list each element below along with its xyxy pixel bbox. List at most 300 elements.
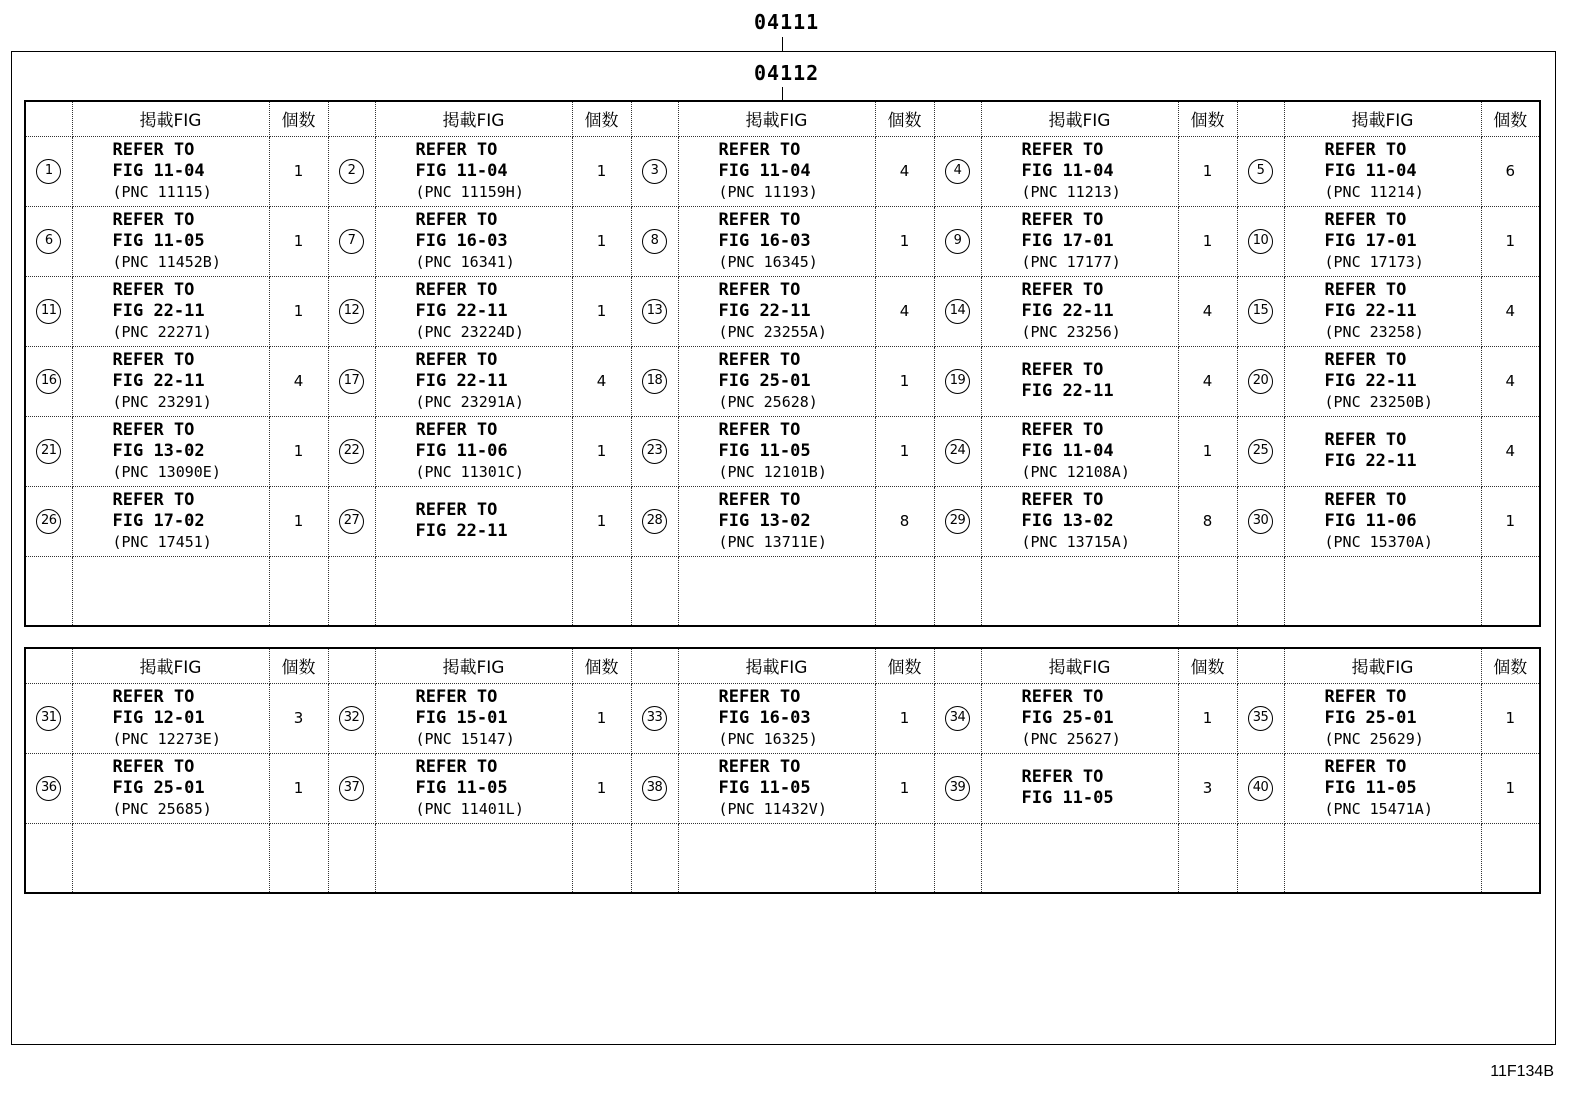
fig-number-text: FIG 11-05 bbox=[1021, 788, 1114, 808]
header-number-cell bbox=[1237, 101, 1284, 136]
fig-reference-cell bbox=[72, 276, 269, 346]
refer-to-text: REFER TO bbox=[415, 756, 498, 777]
fig-number-text: FIG 22-11 bbox=[415, 521, 508, 541]
pnc-text: (PNC 12273E) bbox=[112, 729, 221, 748]
quantity-cell: 1 bbox=[1481, 683, 1540, 753]
circled-item-number: 4 bbox=[945, 159, 970, 184]
fig-reference-cell bbox=[678, 753, 875, 823]
quantity-cell: 4 bbox=[875, 276, 934, 346]
empty-fig-cell bbox=[1284, 556, 1481, 626]
circled-item-number: 11 bbox=[36, 299, 61, 324]
item-number-cell bbox=[631, 486, 678, 556]
refer-to-text: REFER TO bbox=[1324, 209, 1407, 230]
circled-item-number: 40 bbox=[1248, 776, 1273, 801]
header-fig: 掲載FIG bbox=[1284, 648, 1481, 683]
refer-to-text: REFER TO bbox=[718, 349, 801, 370]
refer-to-text: REFER TO bbox=[718, 209, 801, 230]
fig-number-text: FIG 25-01 bbox=[718, 370, 811, 391]
fig-number-text: FIG 11-04 bbox=[415, 160, 508, 181]
refer-to-text: REFER TO bbox=[112, 349, 195, 370]
empty-number-cell bbox=[1237, 823, 1284, 893]
circled-item-number: 23 bbox=[642, 439, 667, 464]
fig-reference-cell bbox=[1284, 683, 1481, 753]
refer-to-text: REFER TO bbox=[415, 209, 498, 230]
quantity-cell: 1 bbox=[269, 206, 328, 276]
fig-number-text: FIG 15-01 bbox=[415, 707, 508, 728]
header-number-cell bbox=[328, 648, 375, 683]
empty-qty-cell bbox=[875, 556, 934, 626]
fig-reference-cell bbox=[72, 753, 269, 823]
quantity-cell: 1 bbox=[572, 683, 631, 753]
item-number-cell bbox=[1237, 276, 1284, 346]
fig-reference-cell bbox=[678, 416, 875, 486]
item-number-cell bbox=[328, 486, 375, 556]
item-number-cell bbox=[631, 346, 678, 416]
fig-number-text: FIG 11-05 bbox=[1324, 777, 1417, 798]
item-number-cell bbox=[631, 276, 678, 346]
item-number-cell bbox=[631, 416, 678, 486]
empty-number-cell bbox=[934, 556, 981, 626]
table-row bbox=[25, 136, 1540, 206]
fig-number-text: FIG 11-04 bbox=[1324, 160, 1417, 181]
circled-item-number: 26 bbox=[36, 509, 61, 534]
header-qty: 個数 bbox=[269, 101, 328, 136]
pnc-text: (PNC 13711E) bbox=[718, 532, 827, 551]
quantity-cell: 8 bbox=[875, 486, 934, 556]
empty-fig-cell bbox=[678, 823, 875, 893]
quantity-cell: 4 bbox=[1178, 276, 1237, 346]
fig-number-text: FIG 13-02 bbox=[1021, 510, 1114, 531]
quantity-cell: 1 bbox=[269, 416, 328, 486]
refer-to-text: REFER TO bbox=[112, 686, 195, 707]
refer-to-text: REFER TO bbox=[1021, 209, 1104, 230]
fig-number-text: FIG 17-01 bbox=[1324, 230, 1417, 251]
quantity-cell: 1 bbox=[269, 136, 328, 206]
pnc-text: (PNC 22271) bbox=[112, 322, 212, 341]
fig-reference-cell bbox=[375, 416, 572, 486]
fig-reference-cell bbox=[72, 206, 269, 276]
fig-reference-cell bbox=[375, 346, 572, 416]
quantity-cell: 1 bbox=[1178, 136, 1237, 206]
item-number-cell bbox=[25, 416, 72, 486]
item-number-cell bbox=[328, 346, 375, 416]
quantity-cell: 4 bbox=[1178, 346, 1237, 416]
circled-item-number: 19 bbox=[945, 369, 970, 394]
circled-item-number: 35 bbox=[1248, 706, 1273, 731]
quantity-cell: 1 bbox=[1481, 753, 1540, 823]
circled-item-number: 20 bbox=[1248, 369, 1273, 394]
table-row bbox=[25, 346, 1540, 416]
item-number-cell bbox=[328, 136, 375, 206]
empty-qty-cell bbox=[875, 823, 934, 893]
refer-to-text: REFER TO bbox=[112, 489, 195, 510]
quantity-cell: 1 bbox=[572, 486, 631, 556]
quantity-cell: 1 bbox=[572, 416, 631, 486]
table-header-row bbox=[25, 648, 1540, 683]
circled-item-number: 32 bbox=[339, 706, 364, 731]
fig-number-text: FIG 22-11 bbox=[1021, 381, 1114, 401]
header-qty: 個数 bbox=[875, 648, 934, 683]
item-number-cell bbox=[934, 346, 981, 416]
quantity-cell: 1 bbox=[875, 346, 934, 416]
pnc-text: (PNC 23256) bbox=[1021, 322, 1121, 341]
circled-item-number: 33 bbox=[642, 706, 667, 731]
refer-to-text: REFER TO bbox=[415, 349, 498, 370]
pnc-text: (PNC 11159H) bbox=[415, 182, 524, 201]
quantity-cell: 4 bbox=[1481, 346, 1540, 416]
pnc-text: (PNC 16325) bbox=[718, 729, 818, 748]
header-fig: 掲載FIG bbox=[375, 648, 572, 683]
empty-qty-cell bbox=[572, 556, 631, 626]
fig-number-text: FIG 22-11 bbox=[112, 370, 205, 391]
circled-item-number: 21 bbox=[36, 439, 61, 464]
refer-to-text: REFER TO bbox=[1021, 419, 1104, 440]
quantity-cell: 1 bbox=[875, 683, 934, 753]
item-number-cell bbox=[328, 276, 375, 346]
pnc-text: (PNC 15471A) bbox=[1324, 799, 1433, 818]
refer-to-text: REFER TO bbox=[718, 139, 801, 160]
circled-item-number: 1 bbox=[36, 159, 61, 184]
fig-number-text: FIG 11-05 bbox=[112, 230, 205, 251]
circled-item-number: 37 bbox=[339, 776, 364, 801]
fig-number-text: FIG 13-02 bbox=[718, 510, 811, 531]
header-qty: 個数 bbox=[1178, 101, 1237, 136]
fig-number-text: FIG 11-04 bbox=[1021, 440, 1114, 461]
empty-number-cell bbox=[328, 556, 375, 626]
fig-number-text: FIG 16-03 bbox=[718, 230, 811, 251]
header-number-cell bbox=[1237, 648, 1284, 683]
fig-number-text: FIG 22-11 bbox=[718, 300, 811, 321]
empty-fig-cell bbox=[981, 823, 1178, 893]
figure-code: 11F134B bbox=[1490, 1063, 1554, 1080]
refer-to-text: REFER TO bbox=[415, 500, 498, 520]
fig-number-text: FIG 22-11 bbox=[1324, 451, 1417, 471]
refer-to-text: REFER TO bbox=[112, 419, 195, 440]
fig-number-text: FIG 25-01 bbox=[1324, 707, 1417, 728]
fig-reference-cell bbox=[1284, 416, 1481, 486]
refer-to-text: REFER TO bbox=[1021, 139, 1104, 160]
item-number-cell bbox=[328, 683, 375, 753]
quantity-cell: 1 bbox=[269, 276, 328, 346]
header-number-cell bbox=[25, 101, 72, 136]
header-fig: 掲載FIG bbox=[375, 101, 572, 136]
pnc-text: (PNC 11452B) bbox=[112, 252, 221, 271]
header-qty: 個数 bbox=[572, 648, 631, 683]
refer-to-text: REFER TO bbox=[112, 209, 195, 230]
pnc-text: (PNC 25628) bbox=[718, 392, 818, 411]
circled-item-number: 7 bbox=[339, 229, 364, 254]
fig-number-text: FIG 25-01 bbox=[1021, 707, 1114, 728]
empty-qty-cell bbox=[1481, 556, 1540, 626]
fig-reference-cell bbox=[375, 276, 572, 346]
circled-item-number: 18 bbox=[642, 369, 667, 394]
empty-fig-cell bbox=[72, 556, 269, 626]
item-number-cell bbox=[934, 753, 981, 823]
fig-reference-cell bbox=[1284, 486, 1481, 556]
refer-to-text: REFER TO bbox=[718, 489, 801, 510]
quantity-cell: 1 bbox=[1178, 206, 1237, 276]
item-number-cell bbox=[934, 136, 981, 206]
fig-reference-cell bbox=[678, 276, 875, 346]
fig-reference-cell bbox=[678, 683, 875, 753]
header-fig: 掲載FIG bbox=[678, 101, 875, 136]
empty-fig-cell bbox=[375, 556, 572, 626]
empty-number-cell bbox=[631, 556, 678, 626]
pnc-text: (PNC 23291A) bbox=[415, 392, 524, 411]
fig-reference-cell bbox=[981, 753, 1178, 823]
quantity-cell: 3 bbox=[269, 683, 328, 753]
circled-item-number: 5 bbox=[1248, 159, 1273, 184]
table-row bbox=[25, 683, 1540, 753]
item-number-cell bbox=[25, 136, 72, 206]
quantity-cell: 1 bbox=[1178, 416, 1237, 486]
item-number-cell bbox=[25, 206, 72, 276]
item-number-cell bbox=[934, 206, 981, 276]
pnc-text: (PNC 23291) bbox=[112, 392, 212, 411]
refer-to-text: REFER TO bbox=[718, 686, 801, 707]
refer-to-text: REFER TO bbox=[415, 139, 498, 160]
fig-number-text: FIG 11-04 bbox=[1021, 160, 1114, 181]
inner-assembly-code: 04112 bbox=[754, 61, 820, 85]
empty-qty-cell bbox=[1178, 556, 1237, 626]
fig-reference-cell bbox=[375, 136, 572, 206]
header-fig: 掲載FIG bbox=[981, 101, 1178, 136]
circled-item-number: 24 bbox=[945, 439, 970, 464]
quantity-cell: 4 bbox=[875, 136, 934, 206]
fig-reference-cell bbox=[1284, 276, 1481, 346]
header-number-cell bbox=[25, 648, 72, 683]
header-number-cell bbox=[328, 101, 375, 136]
fig-number-text: FIG 22-11 bbox=[415, 300, 508, 321]
circled-item-number: 38 bbox=[642, 776, 667, 801]
pnc-text: (PNC 16341) bbox=[415, 252, 515, 271]
circled-item-number: 2 bbox=[339, 159, 364, 184]
refer-to-text: REFER TO bbox=[1324, 279, 1407, 300]
fig-number-text: FIG 22-11 bbox=[1021, 300, 1114, 321]
fig-reference-cell bbox=[981, 276, 1178, 346]
empty-qty-cell bbox=[1178, 823, 1237, 893]
fig-number-text: FIG 11-05 bbox=[718, 440, 811, 461]
refer-to-text: REFER TO bbox=[112, 756, 195, 777]
item-number-cell bbox=[631, 753, 678, 823]
fig-number-text: FIG 17-02 bbox=[112, 510, 205, 531]
pnc-text: (PNC 15147) bbox=[415, 729, 515, 748]
fig-reference-cell bbox=[678, 136, 875, 206]
pnc-text: (PNC 17173) bbox=[1324, 252, 1424, 271]
quantity-cell: 1 bbox=[1178, 683, 1237, 753]
fig-reference-cell bbox=[1284, 753, 1481, 823]
refer-to-text: REFER TO bbox=[1324, 430, 1407, 450]
empty-fig-cell bbox=[678, 556, 875, 626]
circled-item-number: 30 bbox=[1248, 509, 1273, 534]
circled-item-number: 29 bbox=[945, 509, 970, 534]
empty-qty-cell bbox=[1481, 823, 1540, 893]
quantity-cell: 1 bbox=[572, 753, 631, 823]
pnc-text: (PNC 11213) bbox=[1021, 182, 1121, 201]
item-number-cell bbox=[934, 486, 981, 556]
header-number-cell bbox=[631, 648, 678, 683]
fig-reference-cell bbox=[981, 206, 1178, 276]
quantity-cell: 1 bbox=[572, 136, 631, 206]
pnc-text: (PNC 13090E) bbox=[112, 462, 221, 481]
empty-number-cell bbox=[25, 556, 72, 626]
pnc-text: (PNC 17177) bbox=[1021, 252, 1121, 271]
outer-code-leader-line bbox=[782, 37, 783, 51]
circled-item-number: 6 bbox=[36, 229, 61, 254]
item-number-cell bbox=[1237, 486, 1284, 556]
empty-number-cell bbox=[631, 823, 678, 893]
fig-reference-cell bbox=[981, 683, 1178, 753]
refer-to-text: REFER TO bbox=[1324, 756, 1407, 777]
quantity-cell: 4 bbox=[1481, 416, 1540, 486]
quantity-cell: 1 bbox=[875, 753, 934, 823]
quantity-cell: 6 bbox=[1481, 136, 1540, 206]
fig-reference-cell bbox=[678, 346, 875, 416]
circled-item-number: 34 bbox=[945, 706, 970, 731]
empty-qty-cell bbox=[269, 823, 328, 893]
empty-fig-cell bbox=[981, 556, 1178, 626]
refer-to-text: REFER TO bbox=[718, 756, 801, 777]
item-number-cell bbox=[25, 753, 72, 823]
table-row bbox=[25, 753, 1540, 823]
header-qty: 個数 bbox=[1481, 101, 1540, 136]
empty-number-cell bbox=[25, 823, 72, 893]
fig-reference-cell bbox=[678, 206, 875, 276]
header-qty: 個数 bbox=[1481, 648, 1540, 683]
item-number-cell bbox=[328, 416, 375, 486]
fig-reference-cell bbox=[72, 346, 269, 416]
fig-reference-cell bbox=[981, 416, 1178, 486]
quantity-cell: 4 bbox=[1481, 276, 1540, 346]
fig-number-text: FIG 22-11 bbox=[112, 300, 205, 321]
parts-reference-table-2 bbox=[24, 647, 1541, 894]
item-number-cell bbox=[631, 683, 678, 753]
fig-number-text: FIG 13-02 bbox=[112, 440, 205, 461]
quantity-cell: 1 bbox=[1481, 206, 1540, 276]
circled-item-number: 12 bbox=[339, 299, 364, 324]
header-number-cell bbox=[631, 101, 678, 136]
circled-item-number: 3 bbox=[642, 159, 667, 184]
quantity-cell: 4 bbox=[572, 346, 631, 416]
pnc-text: (PNC 11115) bbox=[112, 182, 212, 201]
item-number-cell bbox=[934, 416, 981, 486]
fig-number-text: FIG 11-05 bbox=[718, 777, 811, 798]
fig-number-text: FIG 22-11 bbox=[1324, 300, 1417, 321]
header-number-cell bbox=[934, 101, 981, 136]
fig-reference-cell bbox=[678, 486, 875, 556]
refer-to-text: REFER TO bbox=[1021, 360, 1104, 380]
refer-to-text: REFER TO bbox=[112, 139, 195, 160]
quantity-cell: 1 bbox=[269, 753, 328, 823]
refer-to-text: REFER TO bbox=[718, 419, 801, 440]
empty-table-row bbox=[25, 556, 1540, 626]
header-fig: 掲載FIG bbox=[72, 648, 269, 683]
empty-qty-cell bbox=[572, 823, 631, 893]
quantity-cell: 1 bbox=[875, 416, 934, 486]
pnc-text: (PNC 23250B) bbox=[1324, 392, 1433, 411]
fig-number-text: FIG 16-03 bbox=[718, 707, 811, 728]
item-number-cell bbox=[328, 753, 375, 823]
pnc-text: (PNC 15370A) bbox=[1324, 532, 1433, 551]
quantity-cell: 1 bbox=[572, 276, 631, 346]
empty-number-cell bbox=[328, 823, 375, 893]
parts-reference-table-1 bbox=[24, 100, 1541, 627]
table-row bbox=[25, 486, 1540, 556]
refer-to-text: REFER TO bbox=[415, 686, 498, 707]
refer-to-text: REFER TO bbox=[1324, 349, 1407, 370]
pnc-text: (PNC 25629) bbox=[1324, 729, 1424, 748]
circled-item-number: 13 bbox=[642, 299, 667, 324]
fig-reference-cell bbox=[981, 346, 1178, 416]
fig-reference-cell bbox=[981, 486, 1178, 556]
quantity-cell: 3 bbox=[1178, 753, 1237, 823]
empty-fig-cell bbox=[72, 823, 269, 893]
fig-reference-cell bbox=[72, 416, 269, 486]
refer-to-text: REFER TO bbox=[112, 279, 195, 300]
header-qty: 個数 bbox=[572, 101, 631, 136]
pnc-text: (PNC 13715A) bbox=[1021, 532, 1130, 551]
circled-item-number: 15 bbox=[1248, 299, 1273, 324]
refer-to-text: REFER TO bbox=[1324, 139, 1407, 160]
circled-item-number: 10 bbox=[1248, 229, 1273, 254]
fig-reference-cell bbox=[375, 486, 572, 556]
item-number-cell bbox=[1237, 683, 1284, 753]
pnc-text: (PNC 11214) bbox=[1324, 182, 1424, 201]
item-number-cell bbox=[25, 346, 72, 416]
fig-reference-cell bbox=[72, 136, 269, 206]
refer-to-text: REFER TO bbox=[1021, 767, 1104, 787]
circled-item-number: 22 bbox=[339, 439, 364, 464]
quantity-cell: 4 bbox=[269, 346, 328, 416]
item-number-cell bbox=[631, 206, 678, 276]
circled-item-number: 14 bbox=[945, 299, 970, 324]
quantity-cell: 1 bbox=[1481, 486, 1540, 556]
refer-to-text: REFER TO bbox=[1021, 279, 1104, 300]
pnc-text: (PNC 11301C) bbox=[415, 462, 524, 481]
empty-table-row bbox=[25, 823, 1540, 893]
pnc-text: (PNC 12101B) bbox=[718, 462, 827, 481]
item-number-cell bbox=[1237, 753, 1284, 823]
empty-number-cell bbox=[934, 823, 981, 893]
header-qty: 個数 bbox=[875, 101, 934, 136]
header-fig: 掲載FIG bbox=[981, 648, 1178, 683]
circled-item-number: 17 bbox=[339, 369, 364, 394]
refer-to-text: REFER TO bbox=[718, 279, 801, 300]
refer-to-text: REFER TO bbox=[1021, 489, 1104, 510]
table-header-row bbox=[25, 101, 1540, 136]
pnc-text: (PNC 25685) bbox=[112, 799, 212, 818]
pnc-text: (PNC 17451) bbox=[112, 532, 212, 551]
fig-reference-cell bbox=[72, 486, 269, 556]
fig-number-text: FIG 11-06 bbox=[415, 440, 508, 461]
item-number-cell bbox=[1237, 346, 1284, 416]
pnc-text: (PNC 12108A) bbox=[1021, 462, 1130, 481]
quantity-cell: 1 bbox=[572, 206, 631, 276]
pnc-text: (PNC 25627) bbox=[1021, 729, 1121, 748]
fig-reference-cell bbox=[1284, 346, 1481, 416]
fig-number-text: FIG 22-11 bbox=[1324, 370, 1417, 391]
refer-to-text: REFER TO bbox=[415, 419, 498, 440]
item-number-cell bbox=[328, 206, 375, 276]
refer-to-text: REFER TO bbox=[1324, 686, 1407, 707]
fig-reference-cell bbox=[375, 753, 572, 823]
item-number-cell bbox=[1237, 136, 1284, 206]
fig-reference-cell bbox=[375, 683, 572, 753]
circled-item-number: 28 bbox=[642, 509, 667, 534]
fig-number-text: FIG 11-04 bbox=[718, 160, 811, 181]
fig-number-text: FIG 16-03 bbox=[415, 230, 508, 251]
fig-number-text: FIG 11-05 bbox=[415, 777, 508, 798]
